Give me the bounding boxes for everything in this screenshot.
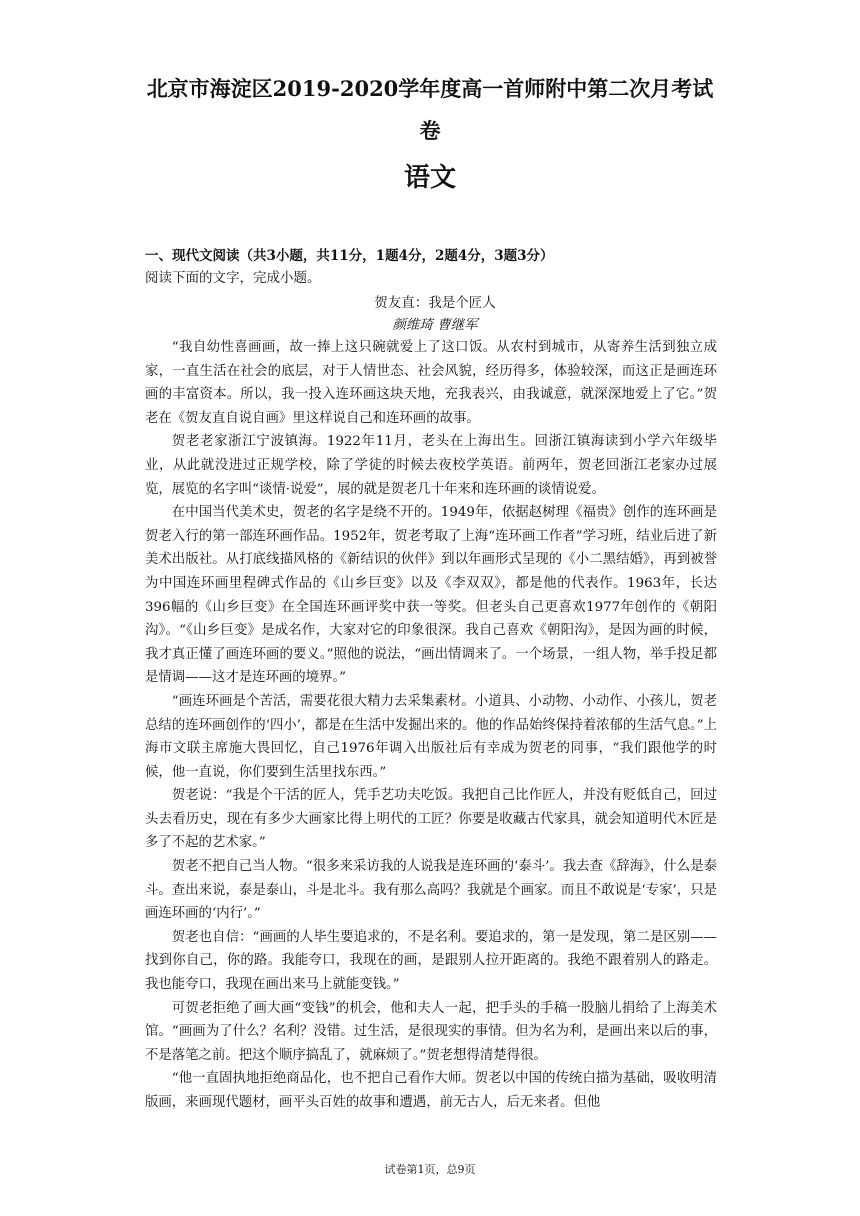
exam-title-line2: 卷: [419, 118, 441, 143]
article-paragraph: 贺老说：“我是个干活的匠人，凭手艺功夫吃饭。我把自己比作匠人，并没有贬低自己，回过头去看历史，现在有多少大画家比得上明代的工匠？你要是收藏古代家具，就会知道明代木匠是多了不起的艺术家。”: [145, 788, 717, 851]
section-instruction: 阅读下面的文字，完成小题。: [145, 270, 321, 286]
article-title: 贺友直：我是个匠人: [374, 295, 496, 311]
exam-title-line1: 北京市海淀区2019-2020学年度高一首师附中第二次月考试: [146, 76, 714, 101]
article-paragraph: 贺老不把自己当人物。“很多来采访我的人说我是连环画的‘泰斗’。我去查《辞海》，什么是泰斗。查出来说，泰是泰山，斗是北斗。我有那么高吗？我就是个画家。而且不敢说是‘专家’，只是画连环画的‘内行’。”: [145, 859, 717, 922]
page-footer: 试卷第1页，总9页: [384, 1163, 476, 1176]
section-heading: 一、现代文阅读（共3小题，共11分，1题4分，2题4分，3题3分）: [145, 248, 554, 264]
article-paragraph: “我自幼性喜画画，故一捧上这只碗就爱上了这口饭。从农村到城市，从寄养生活到独立成家，一直生活在社会的底层，对于人情世态、社会风貌，经历得多，体验较深，而这正是画连环画的丰富资本。所以，我一投入连环画这块天地，充我表兴，由我诚意，就深深地爱上了它。”贺老在《贺友直自说自画》里这样说自己和连环画的故事。: [145, 340, 717, 426]
article-paragraph: 可贺老拒绝了画大画“变钱”的机会，他和夫人一起，把手头的手稿一股脑儿捐给了上海美术馆。“画画为了什么？名利？没错。过生活，是很现实的事情。但为名为利，是画出来以后的事，不是落笔之前。把这个顺序搞乱了，就麻烦了。”贺老想得清楚得很。: [145, 1000, 717, 1063]
article-paragraph: 在中国当代美术史，贺老的名字是绕不开的。1949年，依据赵树理《福贵》创作的连环画是贺老入行的第一部连环画作品。1952年，贺老考取了上海“连环画工作者”学习班，结业后进了新美术出版社。从打底线描风格的《新结识的伙伴》到以年画形式呈现的《小二黑结婚》，再到被誉为中国连环画里程碑式作品的《山乡巨变》以及《李双双》，都是他的代表作。1963年，长达396幅的《山乡巨变》在全国连环画评奖中获一等奖。但老头自己更喜欢1977年创作的《朝阳沟》。“《山乡巨变》是成名作，大家对它的印象很深。我自己喜欢《朝阳沟》，是因为画的时候，我才真正懂了画连环画的要义。”照他的说法，“画出情调来了。一个场景，一组人物，举手投足都是情调——这才是连环画的境界。”: [145, 505, 717, 686]
subject-heading: 语文: [403, 163, 456, 193]
article-paragraph: “画连环画是个苦活，需要花很大精力去采集素材。小道具、小动物、小动作、小孩儿，贺老总结的连环画创作的‘四小’，都是在生活中发掘出来的。他的作品始终保持着浓郁的生活气息。”上海市文联主席施大畏回忆，自己1976年调入出版社后有幸成为贺老的同事，“我们跟他学的时候，他一直说，你们要到生活里找东西。”: [145, 693, 717, 780]
article-body: [145, 336, 717, 1115]
article-paragraph: 贺老老家浙江宁波镇海。1922年11月，老头在上海出生。回浙江镇海读到小学六年级毕业，从此就没进过正规学校，除了学徒的时候去夜校学英语。前两年，贺老回浙江老家办过展览，展览的名字叫“谈情·说爱”，展的就是贺老几十年来和连环画的谈情说爱。: [145, 434, 717, 497]
article-paragraph: “他一直固执地拒绝商品化，也不把自己看作大师。贺老以中国的传统白描为基础，吸收明清版画，来画现代题材，画平头百姓的故事和遭遇，前无古人，后无来者。但他: [145, 1071, 717, 1110]
article-authors: 颜维琦 曹继军: [392, 317, 478, 333]
article-paragraph: 贺老也自信：“画画的人毕生要追求的，不是名利。要追求的，第一是发现，第二是区别——找到你自己，你的路。我能夸口，我现在的画，是跟别人拉开距离的。我绝不跟着别人的路走。我也能夸口，我现在画出来马上就能变钱。”: [145, 929, 717, 993]
